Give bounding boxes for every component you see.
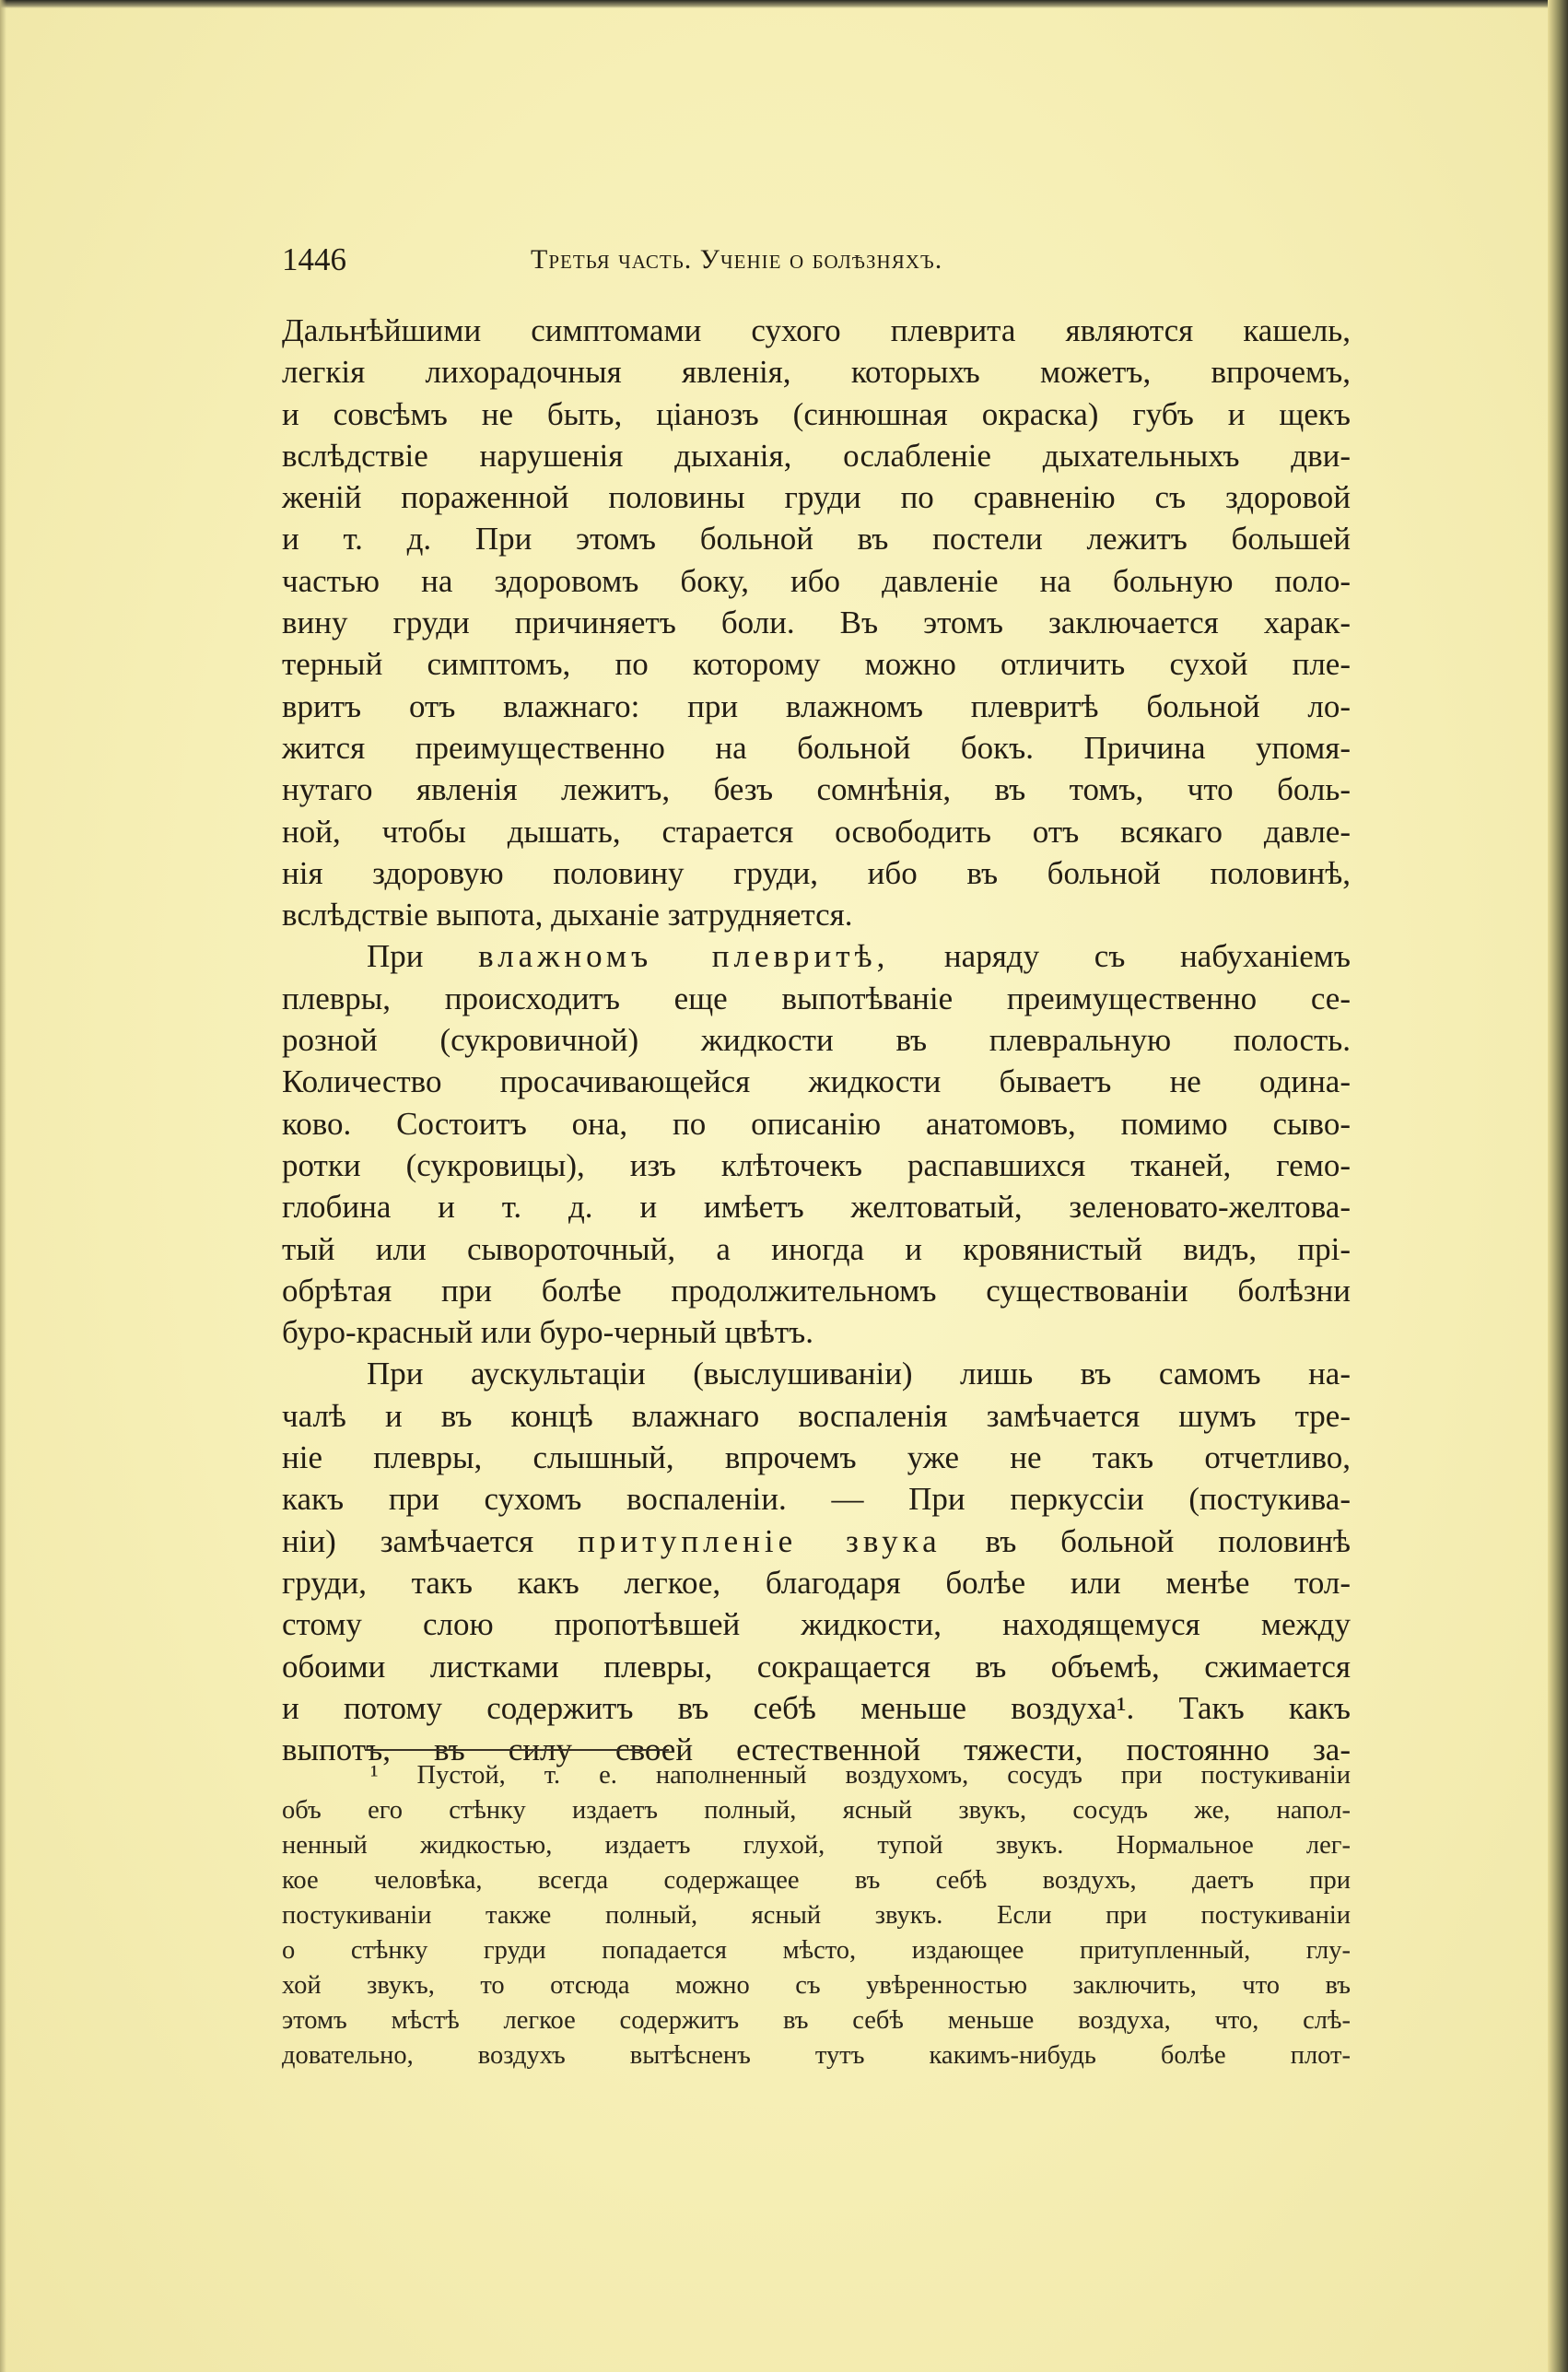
footnote	[282, 1758, 1351, 2073]
text-line: вину груди причиняетъ боли. Въ этомъ заключается харак-	[282, 605, 1351, 641]
text-line: какъ при сухомъ воспаленіи. — При перкуссіи (постукива-	[282, 1481, 1351, 1518]
emphasis-spaced: влажномъ плевритѣ,	[478, 938, 890, 975]
footnote-line: хой звукъ, то отсюда можно съ увѣренностью заключить, что въ	[282, 1971, 1351, 2000]
footnote-divider	[365, 1749, 669, 1751]
text-line: и потому содержитъ въ себѣ меньше воздуха¹. Такъ какъ	[282, 1689, 1351, 1726]
text-line: розной (сукровичной) жидкости въ плевральную полость.	[282, 1022, 1351, 1059]
text-line: нутаго явленія лежитъ, безъ сомнѣнія, въ томъ, что боль-	[282, 771, 1351, 808]
text-line: плевры, происходитъ еще выпотѣваніе преимущественно се-	[282, 980, 1351, 1016]
text-line: Дальнѣйшими симптомами сухого плеврита являются кашель,	[282, 312, 1351, 348]
text-line: вслѣдствіе выпота, дыханіе затрудняется.	[282, 897, 853, 934]
text-line: чалѣ и въ концѣ влажнаго воспаленія замѣчается шумъ тре-	[282, 1397, 1351, 1434]
text-line-paragraph-start	[282, 935, 1351, 977]
book-spine-edge	[1548, 0, 1568, 2372]
text-line: тый или сывороточный, а иногда и кровянистый видъ, прі-	[282, 1230, 1351, 1267]
text-line: терный симптомъ, по которому можно отличить сухой пле-	[282, 646, 1351, 683]
main-text	[282, 310, 1351, 1770]
footnote-line: постукиваніи также полный, ясный звукъ. Если при постукиваніи	[282, 1901, 1351, 1930]
text-line: ково. Состоитъ она, по описанію анатомовъ, помимо сыво-	[282, 1105, 1351, 1142]
text-line: обоими листками плевры, сокращается въ объемѣ, сжимается	[282, 1648, 1351, 1685]
text-line: выпотъ, въ силу своей естественной тяжести, постоянно за-	[282, 1732, 1351, 1768]
text-line: груди, такъ какъ легкое, благодаря болѣе или менѣе тол-	[282, 1564, 1351, 1601]
text-line	[282, 1521, 1351, 1562]
text-line: стому слою пропотѣвшей жидкости, находящемуся между	[282, 1606, 1351, 1643]
footnote-line: довательно, воздухъ вытѣсненъ тутъ какимъ-нибудь болѣе плот-	[282, 2041, 1351, 2070]
page-top-edge	[0, 0, 1568, 8]
footnote-line: этомъ мѣстѣ легкое содержитъ въ себѣ меньше воздуха, что, слѣ-	[282, 2006, 1351, 2035]
page-number: 1446	[282, 241, 346, 277]
text-line: вслѣдствіе нарушенія дыханія, ослабленіе дыхательныхъ дви-	[282, 437, 1351, 474]
footnote-line: кое человѣка, всегда содержащее въ себѣ воздухъ, даетъ при	[282, 1866, 1351, 1895]
paragraph-line: При влажномъ плевритѣ, наряду съ набуханіемъ	[367, 938, 1351, 975]
text-line: Количество просачивающейся жидкости бываетъ не одина-	[282, 1063, 1351, 1100]
text-line: частью на здоровомъ боку, ибо давленіе на больную поло-	[282, 562, 1351, 599]
paragraph-line: ніи) замѣчается притупленіе звука въ больной половинѣ	[282, 1522, 1351, 1559]
text-line: и т. д. При этомъ больной въ постели лежитъ большей	[282, 521, 1351, 558]
text-line: обрѣтая при болѣе продолжительномъ существованіи болѣзни	[282, 1272, 1351, 1309]
text-line: нія здоровую половину груди, ибо въ больной половинѣ,	[282, 854, 1351, 891]
running-title: Третья часть. Ученіе о болѣзняхъ.	[531, 244, 943, 275]
footnote-line	[282, 1933, 1351, 1968]
emphasis-spaced: притупленіе звука	[578, 1522, 942, 1559]
text-line: легкія лихорадочныя явленія, которыхъ можетъ, впрочемъ,	[282, 354, 1351, 391]
footnote-line: ¹ Пустой, т. е. наполненный воздухомъ, сосудъ при постукиваніи	[370, 1761, 1351, 1790]
footnote-line: объ его стѣнку издаетъ полный, ясный звукъ, сосудъ же, напол-	[282, 1796, 1351, 1825]
footnote-line: ненный жидкостью, издаетъ глухой, тупой звукъ. Нормальное лег-	[282, 1831, 1351, 1860]
text-line: ной, чтобы дышать, старается освободить отъ всякаго давле-	[282, 813, 1351, 850]
text-line: жится преимущественно на больной бокъ. Причина упомя-	[282, 729, 1351, 766]
footnote-spaced-line: о стѣнку груди попадается мѣсто, издающее притупленный, глу-	[282, 1936, 1351, 1965]
text-line: и совсѣмъ не быть, ціанозъ (синюшная окраска) губъ и щекъ	[282, 395, 1351, 432]
text-line: ніе плевры, слышный, впрочемъ уже не такъ отчетливо,	[282, 1439, 1351, 1476]
text-line: буро-красный или буро-черный цвѣтъ.	[282, 1314, 814, 1351]
text-line: ротки (сукровицы), изъ клѣточекъ распавшихся тканей, гемо-	[282, 1146, 1351, 1183]
text-line: глобина и т. д. и имѣетъ желтоватый, зеленовато-желтова-	[282, 1189, 1351, 1226]
text-line: женій пораженной половины груди по сравненію съ здоровой	[282, 479, 1351, 516]
text-line: вритъ отъ влажнаго: при влажномъ плевритѣ больной ло-	[282, 687, 1351, 724]
page-left-edge	[0, 0, 6, 2372]
page-header	[282, 241, 1150, 278]
text-line: При аускультаціи (выслушиваніи) лишь въ самомъ на-	[367, 1356, 1351, 1392]
